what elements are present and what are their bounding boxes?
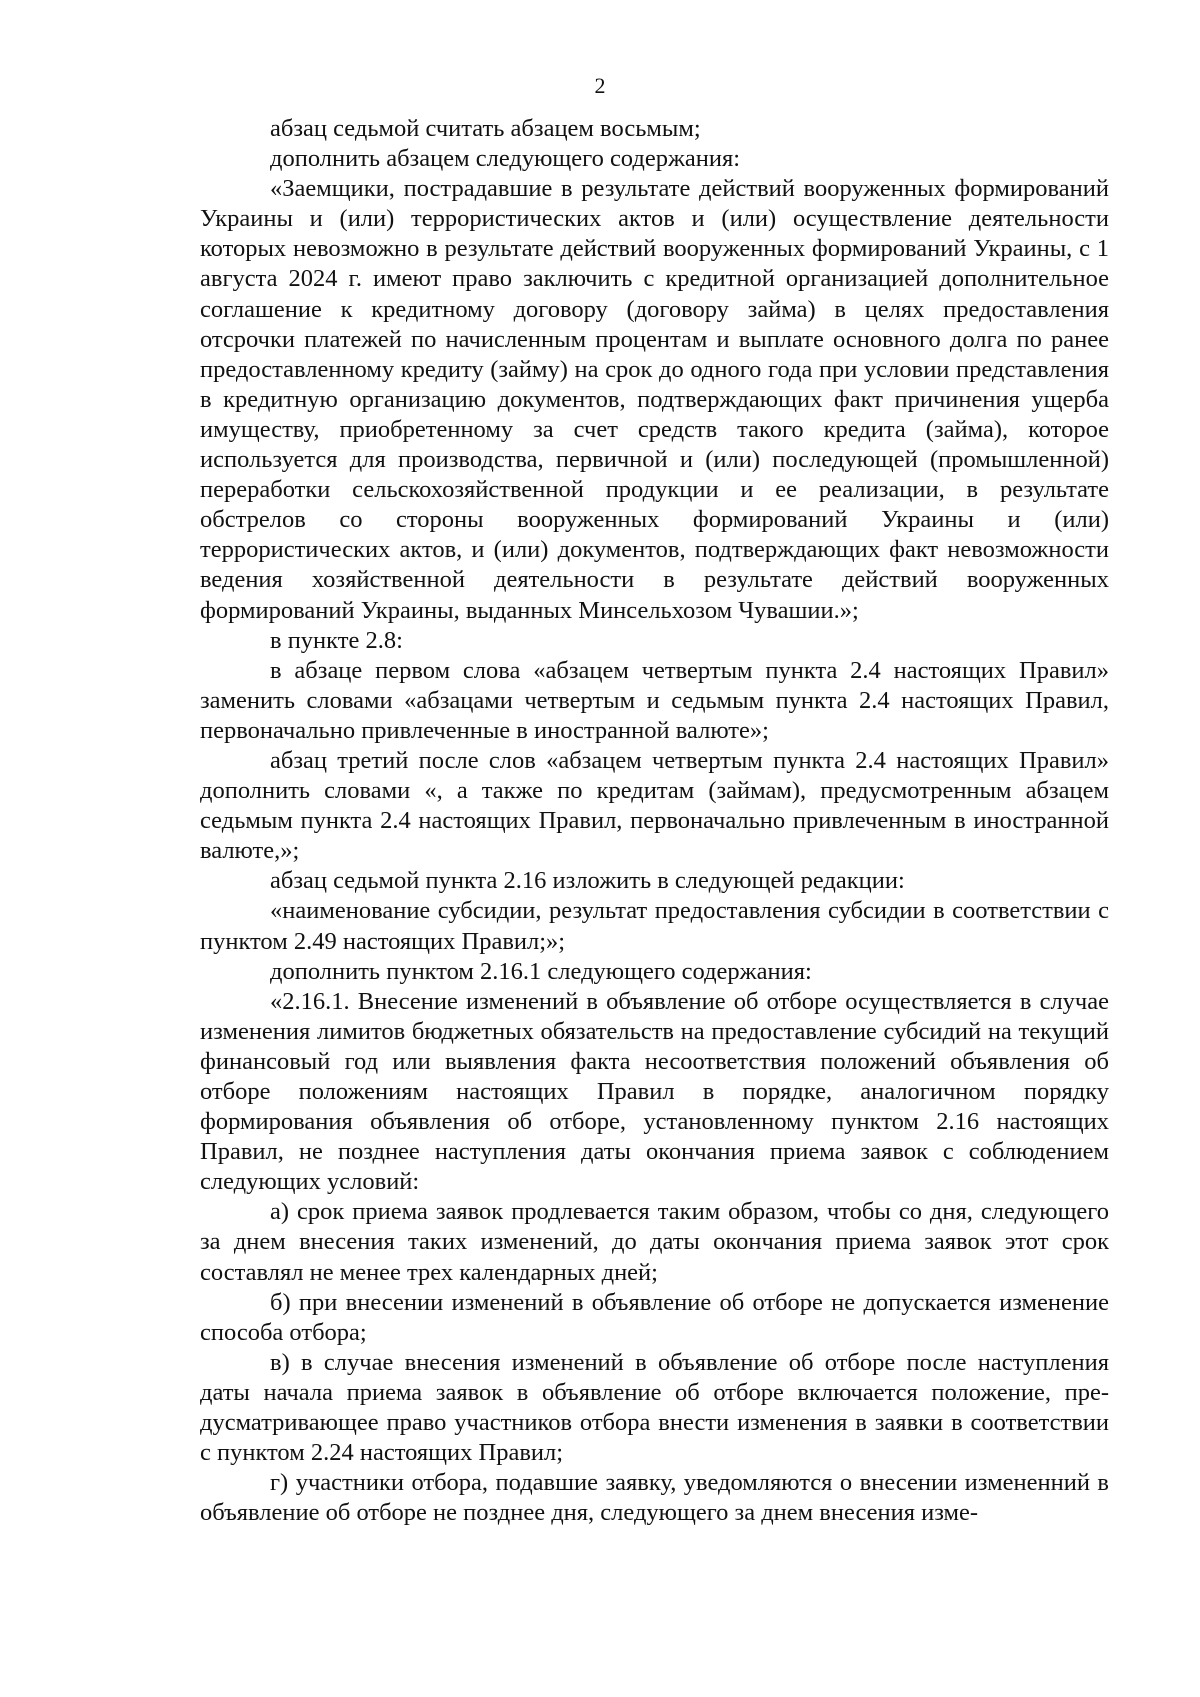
- paragraph: в) в случае внесения изменений в объявление об отборе после наступления даты начала приема заявок в объявление об отборе включается положение, предусматривающее право участников отбора внести изменения в заявки в соответствии с пунктом 2.24 настоящих Правил;: [200, 1348, 1109, 1467]
- document-body: [200, 114, 1109, 1528]
- paragraph: дополнить абзацем следующего содержания:: [270, 145, 741, 173]
- paragraph: б) при внесении изменений в объявление об отборе не допускается изменение способа отбора;: [200, 1288, 1109, 1346]
- paragraph: абзац третий после слов «абзацем четвертым пункта 2.4 настоящих Правил» дополнить словами «, а также по кредитам (займам), предусмотренным абзацем седьмым пункта 2.4 настоящих Правил, первоначально привлеченным в иностранной валюте,»;: [200, 746, 1109, 865]
- paragraph: «Заемщики, пострадавшие в результате действий вооруженных формирований Украины и (или) террористических актов и (или) осуществление деятельности которых невозможно в результате действий вооруженных формирований Украины, с 1 августа 2024 г. имеют право заключить с кредитной организацией дополнительное соглашение к кредитному договору (договору займа) в целях предоставления отсрочки платежей по начисленным процентам и выплате основного долга по ранее предоставленному кредиту (займу) на срок до одного года при условии представления в кредитную организацию документов, подтверждающих факт причинения ущерба имуществу, приобретенному за счет средств такого кредита (займа), которое используется для производства, первичной и (или) последующей (промышленной) переработки сельскохозяйственной продукции и ее реализации, в результате обстрелов со стороны вооруженных формирований Украины и (или) террористических актов, и (или) документов, подтверждающих факт невозможности ведения хозяйственной деятельности в результате действий вооруженных формирований Украины, выданных Минсельхозом Чувашии.»;: [200, 175, 1109, 624]
- page-number: 2: [594, 73, 606, 98]
- paragraph: абзац седьмой пункта 2.16 изложить в следующей редакции:: [270, 867, 905, 895]
- paragraph: в пункте 2.8:: [270, 626, 403, 654]
- paragraph: «наименование субсидии, результат предоставления субсидии в соответствии с пунктом 2.49 настоящих Правил;»;: [200, 897, 1109, 955]
- paragraph: г) участники отбора, подавшие заявку, уведомляются о внесении измененний в объявление об отборе не позднее дня, следующего за днем внесения изме-: [200, 1469, 1109, 1527]
- paragraph: «2.16.1. Внесение изменений в объявление об отборе осуществляется в случае изменения лимитов бюджетных обязательств на предоставление субсидий на текущий финансовый год или выявления факта несоответствия положений объявления об отборе положениям настоящих Правил в порядке, аналогичном порядку формирования объявления об отборе, установленному пунктом 2.16 настоящих Правил, не позднее наступления даты окончания приема заявок с соблюдением следующих условий:: [200, 987, 1109, 1196]
- paragraph: дополнить пунктом 2.16.1 следующего содержания:: [270, 957, 812, 985]
- paragraph: абзац седьмой считать абзацем восьмым;: [270, 115, 701, 142]
- paragraph: в абзаце первом слова «абзацем четвертым пункта 2.4 настоящих Правил» заменить словами «абзацами четвертым и седьмым пункта 2.4 настоящих Правил, первоначально привлеченные в иностранной валюте»;: [200, 656, 1109, 744]
- paragraph: а) срок приема заявок продлевается таким образом, чтобы со дня, следующего за днем внесения таких изменений, до даты окончания приема заявок этот срок составлял не менее трех календарных дней;: [200, 1198, 1109, 1286]
